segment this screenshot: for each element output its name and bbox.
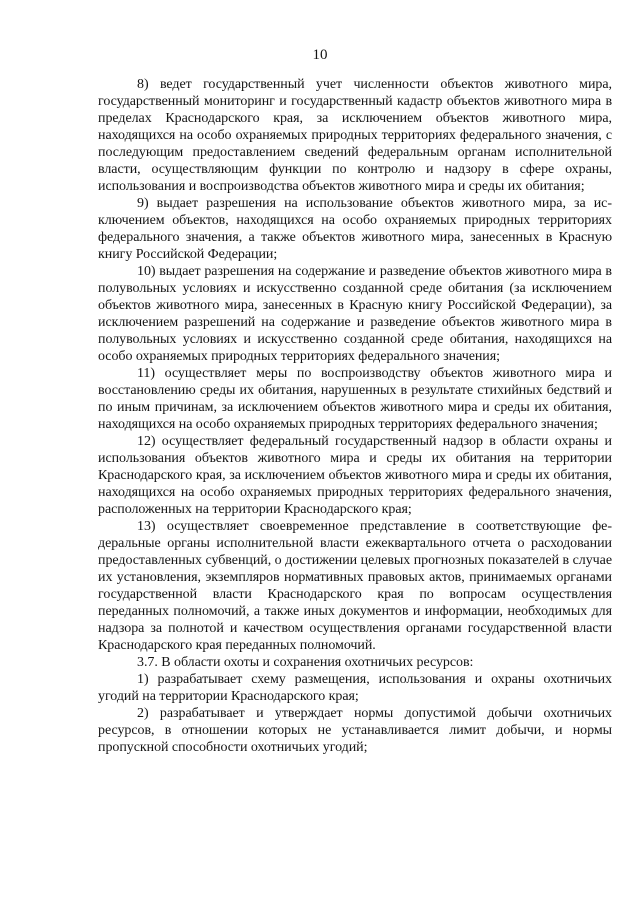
paragraph-item-10: 10) выдает разрешения на содержание и разведение объектов животного мира в полувольных условиях и искусственно созданной среде обитания (за исключением объектов животного мира, занесенных в Красную книгу Российской Федерации), за исключением разрешений на содержание и разведение объектов животного мира в полувольных условиях и искусственно созданной среде обитания, находящихся на особо охраняемых природных территориях федерального значения; bbox=[98, 264, 612, 364]
section-heading-3-7: 3.7. В области охоты и сохранения охотничьих ресурсов: bbox=[137, 655, 474, 670]
document-body bbox=[98, 76, 612, 756]
paragraph-item-8: 8) ведет государственный учет численности объектов животного мира, государственный мониторинг и государственный кадастр объектов животного мира в пределах Краснодарского края, за исключением объектов животного мира, находящихся на особо охраняемых природных территориях федерального значения, с последующим предоставлением сведений федеральным органам исполнительной власти, осуществляющим функции по контролю и надзору в сфере охраны, использования и воспроизводства объектов животного мира и среды их обитания; bbox=[98, 77, 612, 194]
paragraph-item-11: 11) осуществляет меры по воспроизводству объектов животного мира и восстановлению среды их обитания, нарушенных в результате стихийных бедствий и по иным причинам, за исключением объектов животного мира и среды их обитания, находящихся на особо охраняемых природных территориях федерального значения; bbox=[98, 366, 612, 432]
paragraph-item-13: 13) осуществляет своевременное представление в соответствующие федеральные органы исполнительной власти ежеквартального отчета о расходовании предоставленных субвенций, о достижении целевых прогнозных показателей в случае их установления, экземпляров нормативных правовых актов, принимаемых органами государственной власти Краснодарского края по вопросам осуществления переданных полномочий, а также иных документов и информации, необходимых для надзора за полнотой и качеством осуществления органами государственной власти Краснодарского края переданных полномочий. bbox=[98, 519, 612, 653]
page-number: 10 bbox=[312, 47, 328, 63]
paragraph-item-12: 12) осуществляет федеральный государственный надзор в области охраны и использования объектов животного мира и среды их обитания на территории Краснодарского края, за исключением объектов животного мира и среды их обитания, находящихся на особо охраняемых природных территориях федерального значения, расположенных на территории Краснодарского края; bbox=[98, 434, 612, 517]
paragraph-item-9: 9) выдает разрешения на использование объектов животного мира, за исключением объектов, находящихся на особо охраняемых природных территориях федерального значения, а также объектов животного мира, занесенных в Красную книгу Российской Федерации; bbox=[98, 196, 612, 262]
paragraph-item-1: 1) разрабатывает схему размещения, использования и охраны охотничьих угодий на территории Краснодарского края; bbox=[98, 672, 612, 704]
paragraph-item-2: 2) разрабатывает и утверждает нормы допустимой добычи охотничьих ресурсов, в отношении которых не устанавливается лимит добычи, и нормы пропускной способности охотничьих угодий; bbox=[98, 706, 612, 755]
